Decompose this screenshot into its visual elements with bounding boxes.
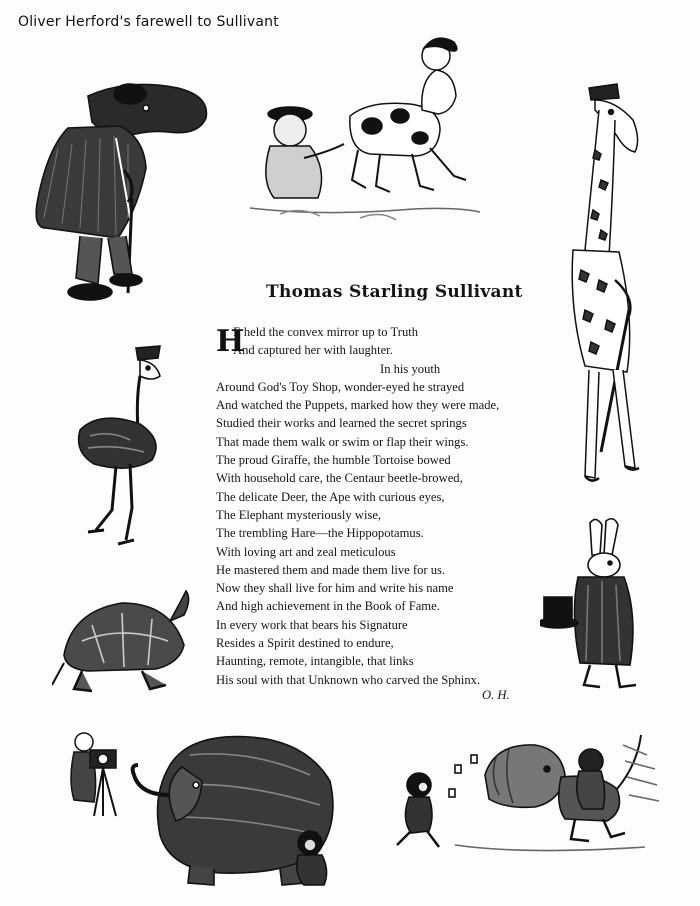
elephant-and-monkey-drawing: [130, 725, 350, 890]
poem-line: Resides a Spirit destined to endure,: [216, 636, 394, 651]
poem-line: That made them walk or swim or flap their wings.: [216, 434, 469, 449]
poem-line: Now they shall live for him and write his name: [216, 581, 454, 596]
poem-line: And captured her with laughter.: [233, 343, 393, 358]
lion-chasing-figures-drawing: [385, 715, 665, 865]
poem-line: Haunting, remote, intangible, that links: [216, 654, 414, 669]
poem-line: Around God's Toy Shop, wonder-eyed he strayed: [216, 379, 465, 394]
poem-line: The delicate Deer, the Ape with curious eyes,: [216, 489, 445, 504]
poem-line: With household care, the Centaur beetle-browed,: [216, 471, 463, 486]
poem-line: And watched the Puppets, marked how they were made,: [216, 398, 500, 413]
poem-line: His soul with that Unknown who carved the Sphinx.: [216, 672, 481, 687]
poem-line: In his youth: [380, 361, 441, 376]
tortoise-drawing: [52, 585, 192, 700]
caption: Oliver Herford's farewell to Sullivant: [18, 14, 279, 30]
poem-line: The proud Giraffe, the humble Tortoise bowed: [216, 453, 451, 468]
poem-line: With loving art and zeal meticulous: [216, 544, 396, 559]
giraffe-on-cane-drawing: [555, 80, 665, 500]
poem-line: The Elephant mysteriously wise,: [216, 507, 382, 522]
camera-on-tripod-drawing: [60, 730, 130, 820]
rabbit-with-top-hat-drawing: [540, 515, 660, 695]
page-title: Thomas Starling Sullivant: [266, 282, 523, 302]
drop-cap: H: [216, 324, 245, 359]
ostrich-drawing: [60, 340, 180, 560]
poem-line: E held the convex mirror up to Truth: [233, 325, 419, 339]
centaur-and-ape-drawing: [240, 30, 490, 230]
poem-line: And high achievement in the Book of Fame.: [216, 599, 440, 614]
poem-signature: O. H.: [482, 688, 510, 702]
poem-line: The trembling Hare—the Hippopotamus.: [216, 526, 424, 541]
poem: [216, 323, 546, 689]
poem-line: In every work that bears his Signature: [216, 617, 408, 632]
poem-line: Studied their works and learned the secret springs: [216, 416, 467, 431]
hippopotamus-in-coat-drawing: [28, 78, 218, 313]
poem-line: He mastered them and made them live for us.: [216, 562, 446, 577]
